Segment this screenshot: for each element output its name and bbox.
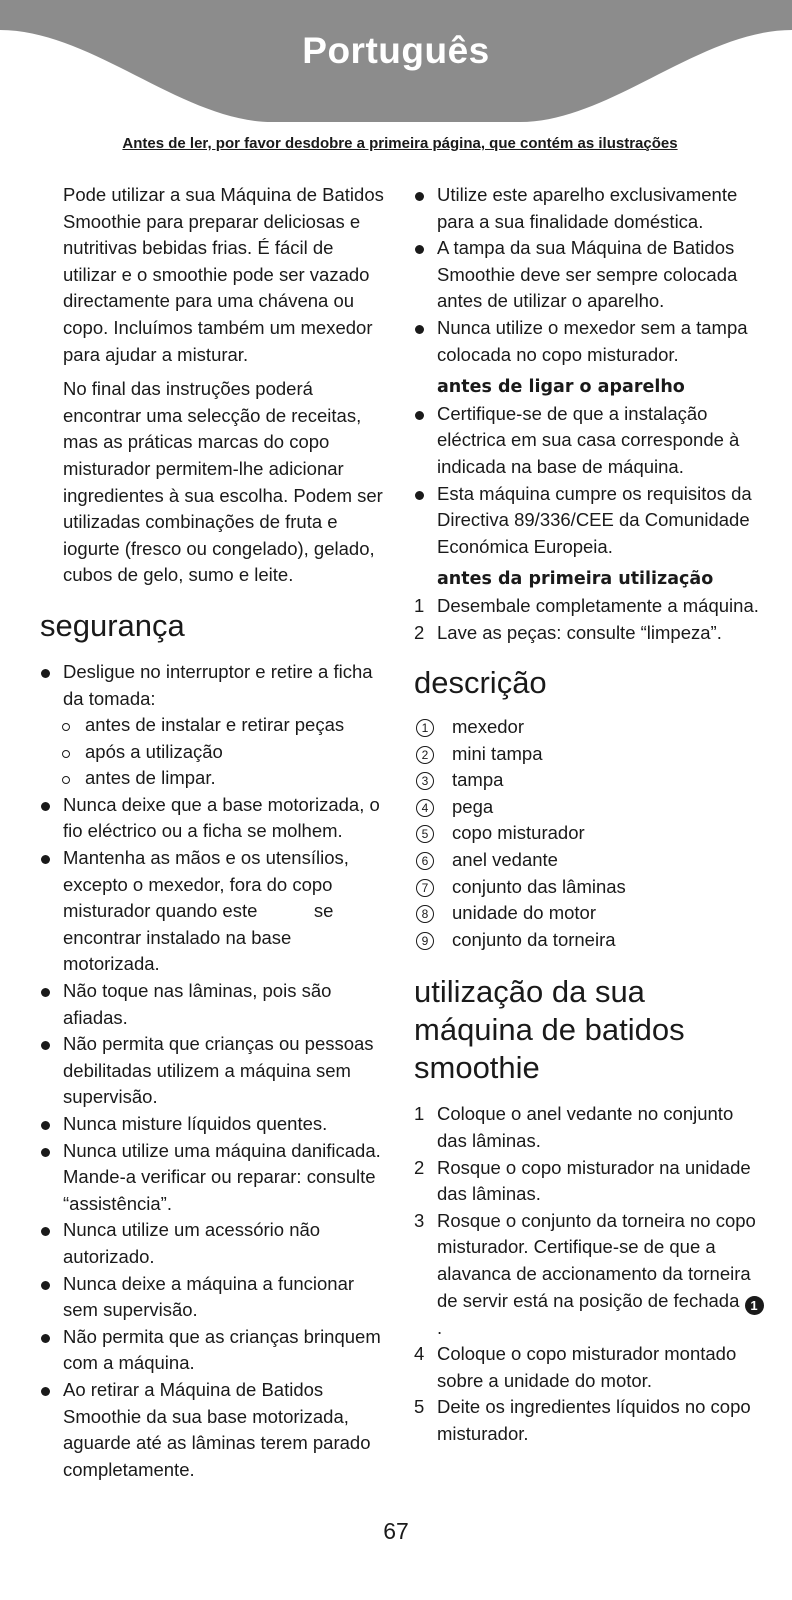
safety-item: Mantenha as mãos e os utensílios, excepto o mexedor, fora do copo misturador quando este se encontrar instalado na base motorizada.	[40, 845, 390, 978]
usage-steps	[414, 1101, 764, 1447]
part-label: unidade do motor	[452, 902, 596, 924]
step-number: 2	[414, 621, 425, 643]
safety-item: Não permita que crianças ou pessoas debilitadas utilizem a máquina sem supervisão.	[40, 1031, 390, 1111]
part-label: tampa	[452, 769, 504, 791]
part-number-badge: 8	[416, 905, 434, 923]
figure-reference-badge: 1	[745, 1296, 764, 1315]
part-item	[414, 820, 764, 847]
part-label: copo misturador	[452, 822, 585, 844]
part-item	[414, 767, 764, 794]
safety-subitem: antes de instalar e retirar peças	[40, 712, 390, 739]
step-text: Rosque o copo misturador na unidade das lâminas.	[437, 1156, 751, 1205]
part-number-badge: 2	[416, 746, 434, 764]
step-text: Rosque o conjunto da torneira no copo misturador. Certifique-se de que a alavanca de accionamento da torneira de servir está na posição de fechada	[437, 1209, 756, 1311]
safety-item: Não toque nas lâminas, pois são afiadas.	[40, 978, 390, 1031]
part-item	[414, 741, 764, 768]
part-item	[414, 900, 764, 927]
language-title: Português	[302, 30, 490, 71]
part-number-badge: 9	[416, 932, 434, 950]
usage-step	[414, 1341, 764, 1394]
safety-heading: segurança	[40, 607, 185, 643]
usage-step	[414, 1394, 764, 1447]
part-item	[414, 874, 764, 901]
safety-subitem: após a utilização	[40, 739, 390, 766]
step-text: Deite os ingredientes líquidos no copo misturador.	[437, 1396, 751, 1444]
safety-item: A tampa da sua Máquina de Batidos Smoothie deve ser sempre colocada antes de utilizar o aparelho.	[414, 235, 764, 315]
safety-item: Nunca utilize um acessório não autorizado.	[40, 1217, 390, 1270]
step-text: Lave as peças: consulte “limpeza”.	[437, 621, 722, 643]
safety-item: Nunca misture líquidos quentes.	[40, 1111, 390, 1138]
usage-step	[414, 1101, 764, 1154]
step-number: 1	[414, 1103, 425, 1125]
step-number: 3	[414, 1209, 425, 1231]
step-text-end: .	[437, 1316, 443, 1338]
safety-subitem: antes de limpar.	[40, 765, 390, 792]
usage-step	[414, 1208, 764, 1341]
page-number: 67	[383, 1518, 409, 1544]
usage-heading: utilização da sua máquina de batidos smoothie	[414, 974, 685, 1086]
usage-step	[414, 1155, 764, 1208]
before-switch-item: Certifique-se de que a instalação eléctrica em sua casa corresponde à indicada na base de máquina.	[414, 401, 764, 481]
first-use-step	[414, 593, 764, 620]
intro-paragraph-2: No final das instruções poderá encontrar uma selecção de receitas, mas as práticas marcas do copo misturador permitem-lhe adicionar ingredientes à sua escolha. Podem ser utilizadas combinações de fruta e iogurte (fresco ou congelado), gelado, cubos de gelo, sumo e leite.	[63, 378, 383, 586]
step-number: 4	[414, 1343, 425, 1365]
safety-item: Nunca utilize o mexedor sem a tampa colocada no copo misturador.	[414, 315, 764, 368]
part-number-badge: 1	[416, 719, 434, 737]
description-heading: descrição	[414, 665, 547, 701]
parts-list	[414, 714, 764, 953]
safety-item-unplug	[40, 659, 390, 712]
part-label: conjunto das lâminas	[452, 875, 626, 897]
safety-list	[40, 659, 390, 1483]
part-label: anel vedante	[452, 849, 558, 871]
part-label: conjunto da torneira	[452, 928, 616, 950]
right-column	[414, 182, 764, 1448]
step-text: Coloque o copo misturador montado sobre a unidade do motor.	[437, 1343, 737, 1391]
part-number-badge: 6	[416, 852, 434, 870]
safety-item: Ao retirar a Máquina de Batidos Smoothie da sua base motorizada, aguarde até as lâminas terem parado completamente.	[40, 1377, 390, 1483]
part-item	[414, 714, 764, 741]
page-header	[0, 0, 792, 130]
step-number: 5	[414, 1396, 425, 1418]
before-first-use-steps	[414, 593, 764, 646]
part-label: mexedor	[452, 716, 524, 738]
part-item	[414, 794, 764, 821]
part-label: mini tampa	[452, 742, 543, 764]
part-number-badge: 4	[416, 799, 434, 817]
step-number: 2	[414, 1156, 425, 1178]
before-switch-item: Esta máquina cumpre os requisitos da Directiva 89/336/CEE da Comunidade Económica Europeia.	[414, 481, 764, 561]
first-use-step	[414, 620, 764, 647]
safety-item: Não permita que as crianças brinquem com a máquina.	[40, 1324, 390, 1377]
part-number-badge: 3	[416, 772, 434, 790]
step-number: 1	[414, 594, 425, 616]
part-number-badge: 7	[416, 879, 434, 897]
safety-item-text: Desligue no interruptor e retire a ficha da tomada:	[63, 660, 373, 709]
safety-item: Nunca utilize uma máquina danificada. Mande-a verificar ou reparar: consulte “assistência”.	[40, 1138, 390, 1218]
safety-item: Nunca deixe que a base motorizada, o fio eléctrico ou a ficha se molhem.	[40, 792, 390, 845]
safety-item: Utilize este aparelho exclusivamente para a sua finalidade doméstica.	[414, 182, 764, 235]
safety-list-continued	[414, 182, 764, 368]
part-number-badge: 5	[416, 825, 434, 843]
before-switch-heading: antes de ligar o aparelho	[437, 377, 685, 398]
fold-out-notice: Antes de ler, por favor desdobre a primeira página, que contém as ilustrações	[122, 135, 678, 152]
part-item	[414, 927, 764, 954]
step-text: Coloque o anel vedante no conjunto das lâminas.	[437, 1103, 734, 1152]
intro-paragraph-1: Pode utilizar a sua Máquina de Batidos Smoothie para preparar deliciosas e nutritivas bebidas frias. É fácil de utilizar e o smoothie pode ser vazado directamente para uma chávena ou copo. Incluímos também um mexedor para ajudar a misturar.	[63, 184, 384, 365]
safety-item: Nunca deixe a máquina a funcionar sem supervisão.	[40, 1271, 390, 1324]
part-item	[414, 847, 764, 874]
left-column	[40, 182, 390, 1483]
step-text: Desembale completamente a máquina.	[437, 594, 759, 616]
part-label: pega	[452, 795, 494, 817]
before-first-use-heading: antes da primeira utilização	[437, 569, 714, 590]
before-switch-list	[414, 401, 764, 561]
